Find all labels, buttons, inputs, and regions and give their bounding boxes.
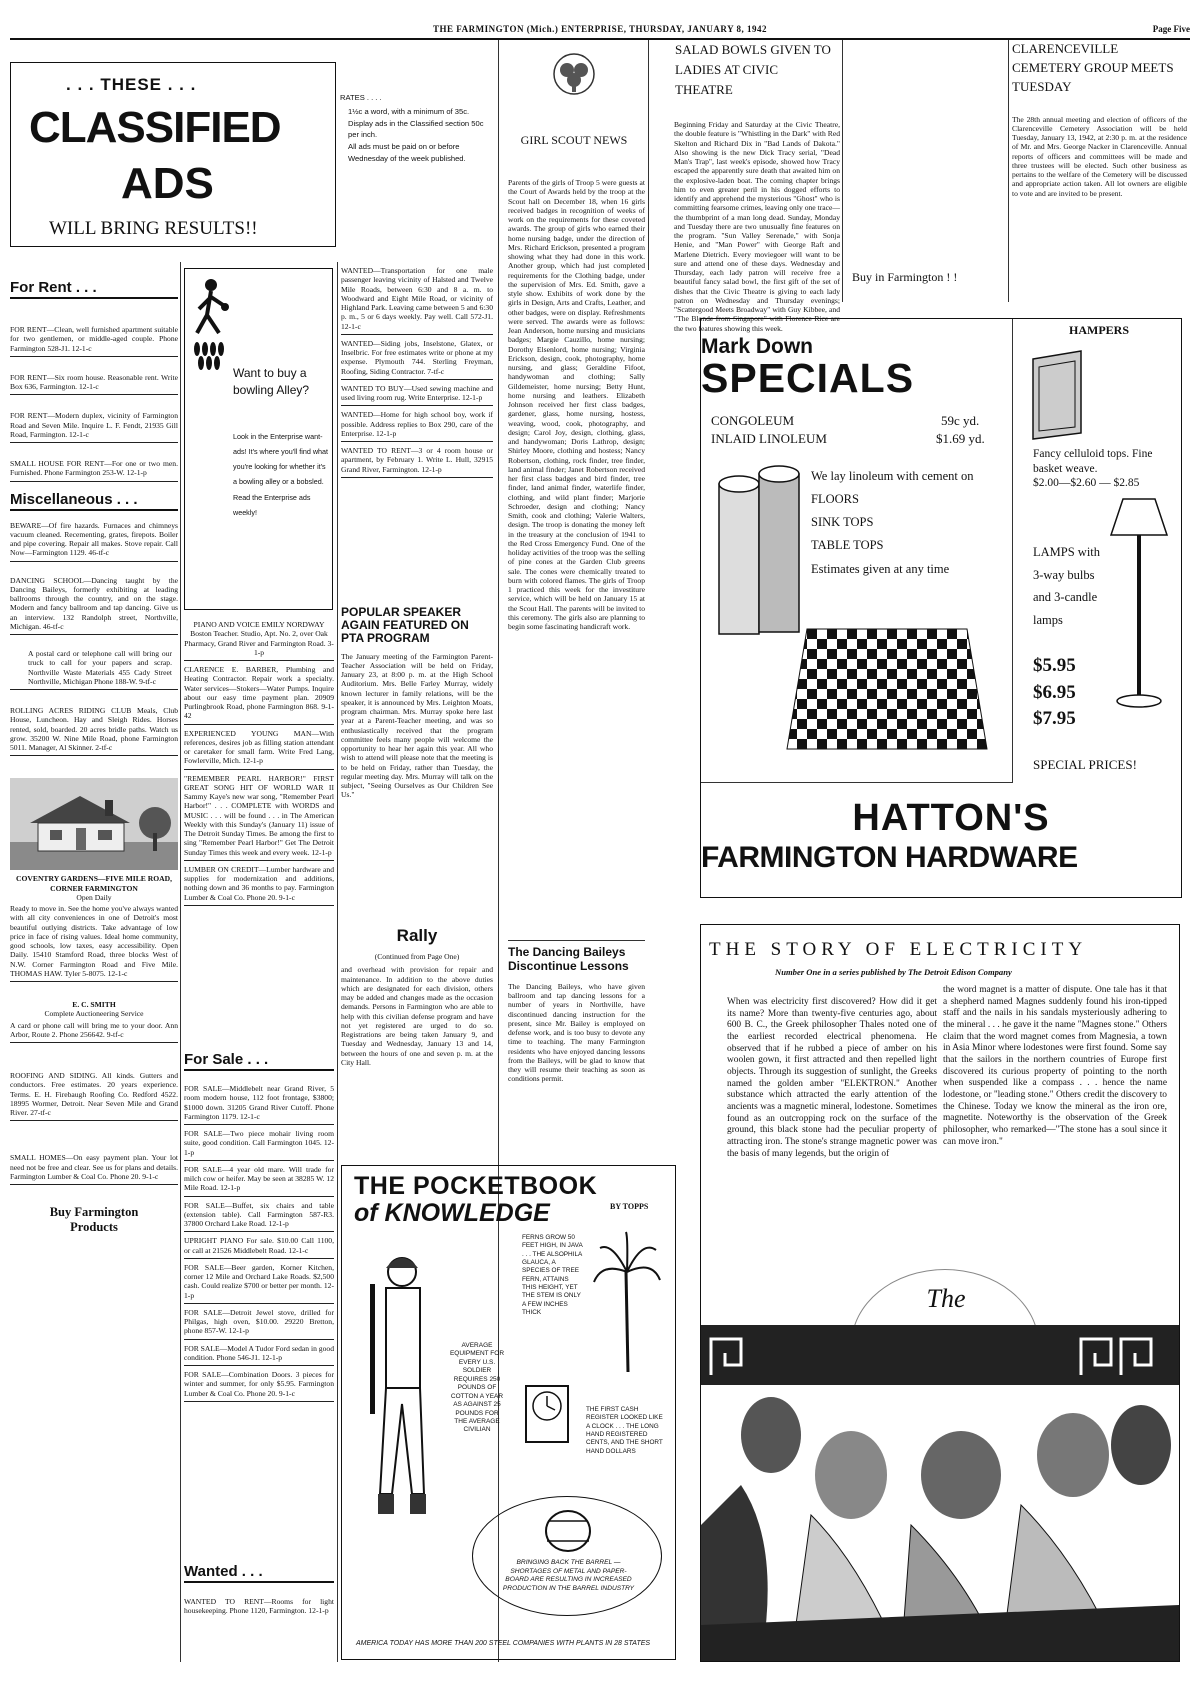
pta-article (341, 606, 493, 858)
for-sale-list (184, 1082, 334, 1532)
item-inlaid: INLAID LINOLEUM (711, 431, 827, 446)
lamp-price: $7.95 (1033, 708, 1076, 730)
bowling-q2: bowling Alley? (233, 382, 310, 397)
classified-ad: ROLLING ACRES RIDING CLUB Meals, Club House, Luncheon. Hay and Sleigh Rides. Horses rented, sold, boarded. 20 acres bridle paths. Watch us grow. 35200 W. Nine Mile Road, phone Farmington 5011. Manager, Al Skinner. 2-tf-c (10, 704, 178, 756)
classified-ad: CLARENCE E. BARBER, Plumbing and Heating Contractor. Repair work a specialty. Water services—Stokers—Water Pumps. Inquire about our easy time payment plan. 20909 Purlingbrook Road, phone Farmington 868. 9-1-42 (184, 663, 334, 725)
classified-ad: FOR RENT—Six room house. Reasonable rent. Write Box 636, Farmington. 12-1-c (10, 371, 178, 396)
classified-ad: WANTED—Siding jobs, Inselstone, Glatex, or Inselbric. For free estimates write or phone at my expense. Plymouth 744. Sterling Freyman, Roofing, Siding Contractor. 7-tf-c (341, 337, 493, 380)
soldier-illustration (356, 1244, 446, 1574)
masthead-title: THE FARMINGTON (Mich.) ENTERPRISE, THURSDAY, JANUARY 8, 1942 (433, 24, 767, 34)
barrel-caption: BRINGING BACK THE BARREL — SHORTAGES OF METAL AND PAPER-BOARD ARE RESULTING IN INCREASED PRODUCTION IN THE BARREL INDUSTRY (502, 1559, 635, 1592)
waste-ad: A postal card or telephone call will bring our truck to call for your papers and scrap. Northville Waste Materials 455 Cady Street Northville, Michigan Phone 188-W. 9-tf-c (10, 647, 178, 690)
column-3-wanted (341, 264, 493, 604)
coventry-body: Ready to move in. See the home you've always wanted with all city conveniences in one of Detroit's most beautiful outlying districts. Take advantage of low price in face of rising values. Ideal home community, good schools, low taxes, easy accessibility. Open Daily. 15410 Stamford Road, three blocks West of N.W. Corner Farmington Road and Five Mile. THOMAS HAW. Tyler 5-8075. 12-1-c (10, 902, 178, 982)
greeks-illustration (701, 1325, 1179, 1661)
classified-ad: FOR RENT—Clean, well furnished apartment suitable for two gentlemen, or middle-aged couple. Phone Farmington 528-J1. 12-1-c (10, 323, 178, 357)
girl-scout-body: Parents of the girls of Troop 5 were guests at the Court of Awards held by the troop at the Scout hall on December 18, when 16 girls received badges in recognition of weeks of work on the requirements for these coveted awards. The group of girls who earned their home nursing badge, under the direction of Mrs. Richard Erickson, presented a program showing what they had done in this work. Another group, which had just completed requirements for the Clothing badge, under the supervision of Mrs. Ed. Smith, gave a style show. Exhibits of work done by the girls in Design, Arts and Crafts, Leather, and other badges, were on display. Refreshments were served. The awards were as follows: Jean Anderson, home nursing and musicians badges; Margie Cauzillo, home nursing; Dorothy Elsenlord, home nursing; Virginia Erickson, design, cook, photography, home nursing, and glass; Geraldine Fifoot, handywoman and clothing; Sally Gildemeister, home nursing; Betty Hunt, home nursing and leathers. Elizabeth Johnson received her first class badges, gardener, glass, home nursing, hostess, weaving, wood, cook, photography, and design; Carol Joy, design, clothing, glass, and handywoman; Doris Lathrop, design; Shirley Moore, clothing and hostess; Nancy Robertson, clothing, rock finder, tree finder, land animal finder; Janet Robertson received her first class badges and bird finder, tree finder, land animal finder, waterlife finder, clothing, and wild plant finder; Marjorie Schroeder, design and clothing; Nancy Smith, cook and clothing; Valerie Walters, design. The troop is donating the money left in the treasury at the conclusion of 1941 to the Red Cross Emergency Fund. One of the holiday activities of the troop was the selling of pine cones at the Garden Club greens sale. The cones were chemically treated to burn with colored flames. The girls of Troop 1 practiced this week for the investiture service, which will be held on January 15 at the Scout Hall. The parents will be invited to this ceremony. The girls also are planning to begin some fascinating handicraft work. (508, 178, 645, 631)
register-caption: THE FIRST CASH REGISTER LOOKED LIKE A CLOCK . . . THE LONG HAND REGISTERED CENTS, AND THE SHORT HAND DOLLARS (586, 1406, 663, 1455)
classified-these: . . . THESE . . . (66, 75, 197, 94)
hattons-brand (701, 787, 1183, 899)
classified-ad: DANCING SCHOOL—Dancing taught by the Dancing Baileys, formerly exhibiting at leading ballrooms through the country, and on the stage. Modern and fancy ballroom and tap dancing. Give us an interview. 132 Randolph street, Northville, Michigan. 46-tf-c (10, 574, 178, 636)
greeks-the: The (926, 1284, 966, 1313)
classified-ad: "REMEMBER PEARL HARBOR!" FIRST GREAT SONG HIT OF WORLD WAR II Sammy Kaye's new war song, "Remember Pearl Harbor!" . . . COMPLETE with WORDS and MUSIC . . . will be found . . . in The American Weekly with this Sunday's (January 11) issue of The Detroit Sunday Times. Be among the first to sing "Remember Pearl Harbor!" Get The Detroit Sunday Times this week and every week. 12-1-p (184, 772, 334, 861)
masthead (10, 24, 1190, 38)
hampers-label: HAMPERS (1069, 323, 1129, 337)
page-number: Page Five (1152, 24, 1190, 34)
price-row (711, 431, 1011, 447)
price-row (711, 413, 1011, 429)
for-sale-header: For Sale . . . (184, 1050, 334, 1071)
classified-ad: FOR SALE—Detroit Jewel stove, drilled for Philgas, high oven, $10.00. 29220 Bretton, phone 857-W. 12-1-p (184, 1306, 334, 1340)
electricity-title: THE STORY OF ELECTRICITY (709, 939, 1088, 960)
for-rent-header: For Rent . . . (10, 278, 178, 299)
baileys-headline: The Dancing Baileys Discontinue Lessons (508, 940, 645, 974)
classified-ad: FOR SALE—4 year old mare. Will trade for milch cow or heifer. May be seen at 38285 W. 12 Mile Road. 12-1-p (184, 1163, 334, 1197)
lamp-prices (1033, 653, 1113, 733)
classified-ad: LUMBER ON CREDIT—Lumber hardware and supplies for modernization and additions, nothing down and 36 months to pay. Farmington Lumber & Coal Co. Phone 20. 9-1-c (184, 863, 334, 906)
floors-text: FLOORS (811, 492, 859, 507)
rally-body: and overhead with provision for repair and maintenance. In addition to the above duties which are designated for each division, others may be added and changes made as the occasion demands. Persons in Farmington who are able to help with this civilian defense program and have not yet registered are urged to do so. Registrations are being taken January 9, and Tuesday and Wednesday, January 13 and 14, between the hours of one and seven p. m. at the City Hall. (341, 965, 493, 1067)
classified-title: CLASSIFIED (29, 103, 281, 152)
rate-line: Display ads in the Classified section 50c per inch. (348, 118, 484, 140)
rally-headline: Rally (396, 926, 438, 945)
classified-ad: FOR SALE—Middlebelt near Grand River, 5 room modern house, 112 foot frontage, $3800; $1000 down. 31205 Grand River Cutoff. Phone Farmington 1179. 12-1-c (184, 1082, 334, 1125)
classified-ad: ROOFING AND SIDING. All kinds. Gutters and conductors. Free estimates. 20 years experience. Terms. E. H. Firebaugh Roofing Co. Redford 4522. 18995 Wormer, Detroit. Near Seven Mile and Grand River. 27-tf-c (10, 1069, 178, 1121)
misc-header: Miscellaneous . . . (10, 490, 178, 511)
classified-ad: FOR RENT—Modern duplex, vicinity of Farmington Road and Seven Mile. Inquire L. F. Fendt, 21935 Gill Road, Farmington. 12-1-c (10, 409, 178, 443)
lamp-price: $6.95 (1033, 681, 1076, 703)
pocketbook-title: THE POCKETBOOK (354, 1172, 598, 1200)
floor-lamp-illustration (1109, 495, 1169, 715)
electricity-col1: When was electricity first discovered? How did it get its name? More than twenty-five centuries ago, about 600 B. C., the Greek philosopher Thales noted one of the earliest recorded electrical phenomena. He observed that if he rubbed a piece of amber on his woolen gown, it first attracted and then repelled light objects. Through its suggestion of sunlight, the Greeks named the golden amber "ELEKTRON." Another substance which attracted the early attention of the ancients was a magnetic mineral, lodestone. Sometimes found as an outcropping rock on the surface of the ground, this black stone had the peculiar property of attracting iron. The stone's strange magnetic power was the basis of many legends, but the origin of (727, 997, 937, 1159)
girl-scout-headline-text: GIRL SCOUT NEWS (520, 133, 628, 147)
bowling-q1: Want to buy a (233, 366, 307, 380)
classified-ad: WANTED TO RENT—Rooms for light housekeeping. Phone 1120, Farmington. 12-1-p (184, 1597, 334, 1616)
coventry-open: Open Daily (76, 892, 112, 902)
smith-name: E. C. SMITH (72, 1000, 116, 1009)
classified-ad: WANTED—Home for high school boy, work if possible. Address replies to Box 290, care of the Enterprise. 12-1-p (341, 408, 493, 442)
bowling-box (184, 268, 333, 610)
soldier-caption: AVERAGE EQUIPMENT FOR EVERY U.S. SOLDIER REQUIRES 250 POUNDS OF COTTON A YEAR AS AGAINST 25 POUNDS FOR THE AVERAGE CIVILIAN (449, 1342, 505, 1434)
bowling-body: Look in the Enterprise want-ads! It's where you'll find what you're looking for whether it's a bowling alley or a bobsled. Read the Enterprise ads weekly! (233, 432, 329, 517)
salad-continued (846, 40, 1006, 270)
classified-ad: WANTED TO RENT—3 or 4 room house or apartment, by February 1. Write L. Hull, 32915 Grand River, Farmington. 12-1-p (341, 444, 493, 478)
rate-line: All ads must be paid on or before Wednesday of the week published. (348, 142, 466, 163)
price-inlaid: $1.69 yd. (936, 431, 985, 446)
electricity-col2: the word magnet is a matter of dispute. One tale has it that a shepherd named Magnes suddenly found his iron-tipped staff and the nails in his sandals mysteriously adhering to the mineral . . . he gave it the name "Magnes stone." Others claim that the word magnet comes from Magnesia, a town in Asia Minor where lodestones were first found. Some say that the sailors in the northern countries of Europe first discovered its curious property of pointing to the north when suspended like a compass . . . hence the name lodestone, or "leading stone." Others credit the discovery to the Chinese. Today we know the mineral as the iron ore, magnetite. Noteworthy is the observation of the Greek philosopher, who remarked—"The stone has a soul since it can move iron." (943, 985, 1167, 1147)
classified-ad: EXPERIENCED YOUNG MAN—With references, desires job as filling station attendant or caretaker for small farm. Write Fred Lang, Fowlerville, Mich. 12-1-p (184, 727, 334, 770)
checkered-floor-illustration (787, 629, 987, 749)
sink-text: SINK TOPS (811, 515, 874, 530)
pocketbook-bottom-caption: AMERICA TODAY HAS MORE THAN 200 STEEL COMPANIES WITH PLANTS IN 28 STATES (356, 1640, 651, 1647)
cemetery-body: The 28th annual meeting and election of officers of the Clarenceville Cemetery Association will be held Tuesday, January 13, 1942, at 2:30 p. m. at the residence of Mr. and Mrs. George Nacker in Clarenceville. Annual reports of officers and committees will be made and three trustees will be elected. Such other business as pertains to the welfare of the Cemetery will be discussed and appropriate action taken. All lot owners are eligible to vote and are invited to be present. (1012, 114, 1187, 198)
linoleum-panel (701, 319, 1013, 783)
classified-ad: UPRIGHT PIANO For sale. $10.00 Call 1100, or call at 21526 Middlebelt Road. 12-1-c (184, 1234, 334, 1259)
bowler-icon (191, 275, 231, 375)
lamps-text: LAMPS with 3-way bulbs and 3-candle lamps (1033, 545, 1101, 627)
salad-body-1: Beginning Friday and Saturday at the Civic Theatre, the double feature is "Whistling in the Dark" with Red Skelton and Richard Dix in "Bad Lands of Dakota." Also showing is the new Dick Tracy serial, "Dead Man's Trap", last week's episode, showed how Tracy escaped the apparently sure death that awaited him on the explosive-laden boat. The coming chapter brings him to even greater peril in his dogged efforts to identify and apprehend the mysterious "Ghost" who is committing fearsome crimes, leaving only one trace—the thumbprint of a man long dead. Sunday, Monday and Tuesday there are two unusually fine features on the program. "Sun Valley Serenade," with Sonja Henie, and "Man Power" with George Raft and Marlene Dietrich. Every moviegoer will want to be sure and attend one of these days. Wednesday and Thursday, each lady patron will receive free a beautiful fancy salad bowl, the first gift of the set of dishes that the Civic Theatre is giving to each lady patron on Wednesday and Thursday evenings; "Scattergood Meets Broadway" with Guy Kibbee, and "The Blonde from Singapore" with Florence Rice are the two features showing this week. (674, 120, 840, 333)
estimates-text: Estimates given at any time (811, 561, 950, 576)
electricity-sub: Number One in a series published by The Detroit Edison Company (775, 967, 1012, 977)
rates-block (340, 92, 490, 204)
lay-text: We lay linoleum with cement on (811, 469, 974, 483)
rally-article (341, 926, 493, 1101)
cemetery-article (1012, 40, 1187, 280)
classified-ad: BEWARE—Of fire hazards. Furnaces and chimneys vacuum cleaned. Recementing, grates, firepots. Boiler and pipe covering. Repair all makes. Stove repair. Call Now—Farmington 1129. 46-tf-c (10, 519, 178, 562)
trefoil-icon (552, 52, 596, 96)
classified-ad: WANTED TO BUY—Used sewing machine and used living room rug. Write Enterprise. 12-1-p (341, 382, 493, 407)
pocketbook-panel (341, 1165, 676, 1660)
hamper-prices: $2.00—$2.60 — $2.85 (1033, 477, 1140, 489)
barrel-circle (472, 1496, 662, 1616)
classified-ad: FOR SALE—Two piece mohair living room suite, good condition. Call Farmington 1045. 12-1-p (184, 1127, 334, 1161)
rate-line: 1½c a word, with a minimum of 35c. (348, 106, 470, 116)
classified-ad: FOR SALE—Beer garden, Korner Kitchen, corner 12 Mile and Orchard Lake Roads. $2,500 cash. Could realize $700 or better per month. 12-1-p (184, 1261, 334, 1304)
markdown-label: Mark Down (701, 335, 814, 358)
classified-ad: WANTED—Transportation for one male passenger leaving vicinity of Halsted and Twelve Mile Roads, between 6:30 and 8 a. m. to Woodward and Eight Mile Road, or vicinity of Highland Park. Leaving came between 5 and 6:30 p. m., 5 or 6 days weekly. Pay well. Call 572-J1. 12-1-c (341, 264, 493, 335)
smith-body: A card or phone call will bring me to your door. Ann Arbor, Route 2. Phone 256642. 9-tf-c (10, 1019, 178, 1044)
wanted-header: Wanted . . . (184, 1562, 334, 1583)
cemetery-headline: CLARENCEVILLE CEMETERY GROUP MEETS TUESDAY (1012, 41, 1174, 94)
classified-ad: PIANO AND VOICE EMILY NORDWAY Boston Teacher. Studio, Apt. No. 2, over Oak Pharmacy, Grand River and Farmington Road. 3-1-p (184, 618, 334, 661)
girl-scout-logo-area (504, 44, 644, 139)
column-1 (10, 278, 178, 1653)
column-2-ads (184, 618, 334, 1018)
classified-ad: FOR SALE—Combination Doors. 3 pieces for winter and summer, for only $5.95. Farmington Lumber & Coal Co. Phone 20. 9-1-c (184, 1368, 334, 1402)
hattons-name: HATTON'S (852, 797, 1050, 839)
buy-in-farmington-line: Buy in Farmington ! ! (852, 270, 958, 284)
smith-line: Complete Auctioneering Service (44, 1009, 144, 1019)
hattons-farmington: FARMINGTON HARDWARE (701, 841, 1078, 874)
lamp-price: $5.95 (1033, 655, 1076, 676)
pocketbook-by: BY TOPPS (610, 1202, 649, 1211)
electricity-ad (700, 924, 1180, 1662)
house-illustration (10, 778, 178, 870)
fern-caption: FERNS GROW 50 FEET HIGH, IN JAVA . . . THE ALSOPHILA GLAUCA, A SPECIES OF TREE FERN, ATTAINS THIS HEIGHT, YET THE STEM IS ONLY A FEW INCHES THICK (522, 1234, 583, 1316)
classified-results: WILL BRING RESULTS!! (49, 218, 258, 239)
linoleum-rolls-illustration (711, 464, 805, 639)
linoleum-copy (811, 465, 1011, 581)
salad-headline: SALAD BOWLS GIVEN TO LADIES AT CIVIC THEATRE (675, 42, 831, 97)
hamper-illustration (1029, 343, 1085, 443)
specials-label: SPECIALS (701, 355, 915, 401)
rates-head: RATES . . . . (340, 93, 382, 102)
buy-farmington: Buy Farmington Products (49, 1205, 139, 1234)
hampers-panel (1019, 319, 1179, 783)
rally-sub: (Continued from Page One) (374, 952, 460, 961)
classified-ad: SMALL HOMES—On easy payment plan. Your lot need not be free and clear. See us for plans and details. Farmington Lumber & Coal Co. Phone 20. 9-1-c (10, 1151, 178, 1185)
wanted-bottom (184, 1562, 334, 1662)
hattons-ad (700, 318, 1182, 898)
hamper-text: Fancy celluloid tops. Fine basket weave. (1033, 448, 1153, 475)
palm-tree-illustration (592, 1232, 662, 1372)
salad-headline-wrap (675, 40, 835, 102)
coventry-head: COVENTRY GARDENS—FIVE MILE ROAD, CORNER FARMINGTON (16, 874, 172, 893)
classified-ads: ADS (121, 159, 214, 208)
cash-register-clock-illustration (522, 1376, 572, 1446)
price-congoleum: 59c yd. (941, 413, 980, 428)
special-prices: SPECIAL PRICES! (1033, 757, 1137, 772)
table-text: TABLE TOPS (811, 538, 884, 553)
classified-box (10, 62, 336, 247)
classified-ad: FOR SALE—Buffet, six chairs and table (extension table). Call Farmington 587-R3. 37800 Orchard Lake Road. 12-1-p (184, 1199, 334, 1233)
pta-body: The January meeting of the Farmington Parent-Teacher Association will be held on Friday, January 23, at 8:00 p. m. at the High School Auditorium. Mrs. Belle Farley Murray, widely known lecturer in family relations, will be the speaker, it is announced by Mrs. Leighton Moats, program chairman. Mrs. Murray spoke here last year at a Parent-Teacher meeting, and was so enthusiastically received that the program committee feels many people will welcome the opportunity to hear her again this year. All who wish to attend will please note that the meeting is to be held on Friday, rather than Tuesday, the regular meeting day. Mrs. Murray will talk on the subject, "Seeing Ourselves as Our Children See Us." (341, 651, 493, 800)
item-congoleum: CONGOLEUM (711, 413, 795, 428)
baileys-body: The Dancing Baileys, who have given ballroom and tap dancing lessons for a number of years in Northville, have discontinued dancing instruction for the present, since Mr. Bailey is employed on defense work, and is too busy to devote any time to teaching. The many Farmington residents who have enjoyed dancing lessons from the Baileys, will be glad to know that they will resume their teaching as soon as conditions permit. (508, 981, 645, 1084)
classified-ad: FOR SALE—Model A Tudor Ford sedan in good condition. Phone 546-J1. 12-1-p (184, 1342, 334, 1367)
bowling-question (233, 365, 329, 399)
pta-headline: POPULAR SPEAKER AGAIN FEATURED ON PTA PROGRAM (341, 605, 469, 646)
classified-ad: SMALL HOUSE FOR RENT—For one or two men. Furnished. Phone Farmington 253-W. 12-1-p (10, 457, 178, 482)
pocketbook-subtitle: of KNOWLEDGE (354, 1199, 550, 1227)
